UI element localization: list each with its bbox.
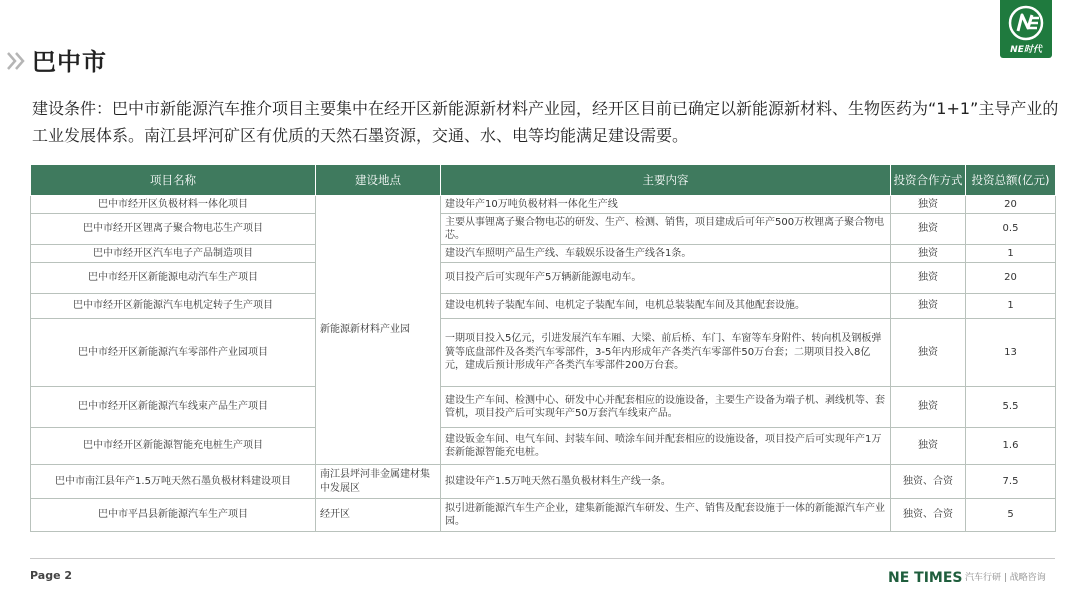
- investment-mode: 独资: [891, 196, 966, 214]
- ne-logo-icon: [1006, 4, 1046, 42]
- investment-amount: 1.6: [966, 428, 1056, 465]
- project-content: 项目投产后可实现年产5万辆新能源电动车。: [441, 263, 891, 294]
- project-name: 巴中市经开区锂离子聚合物电芯生产项目: [31, 214, 316, 245]
- footer-tagline: 汽车行研 | 战略咨询: [965, 573, 1046, 583]
- investment-amount: 0.5: [966, 214, 1056, 245]
- table-row: [31, 428, 1056, 465]
- project-content: 主要从事锂离子聚合物电芯的研发、生产、检测、销售，项目建成后可年产500万枚锂离子聚合物电芯。: [441, 214, 891, 245]
- project-content: 拟建设年产1.5万吨天然石墨负极材料生产线一条。: [441, 465, 891, 499]
- footer-brand: NE TIMES: [888, 570, 963, 586]
- investment-amount: 1: [966, 245, 1056, 263]
- table-row: [31, 294, 1056, 319]
- investment-mode: 独资: [891, 294, 966, 319]
- investment-amount: 1: [966, 294, 1056, 319]
- investment-amount: 7.5: [966, 465, 1056, 499]
- table-row: [31, 387, 1056, 428]
- project-name: 巴中市南江县年产1.5万吨天然石墨负极材料建设项目: [31, 465, 316, 499]
- project-content: 建设电机转子装配车间、电机定子装配车间，电机总装装配车间及其他配套设施。: [441, 294, 891, 319]
- investment-mode: 独资: [891, 428, 966, 465]
- table-header-row: [31, 165, 1056, 196]
- investment-amount: 5.5: [966, 387, 1056, 428]
- investment-mode: 独资: [891, 387, 966, 428]
- header-location: 建设地点: [316, 165, 441, 196]
- project-content: 拟引进新能源汽车生产企业，建集新能源汽车研发、生产、销售及配套设施于一体的新能源汽车产业园。: [441, 499, 891, 532]
- header-amount: 投资总额(亿元): [966, 165, 1056, 196]
- header-project-name: 项目名称: [31, 165, 316, 196]
- project-name: 巴中市经开区负极材料一体化项目: [31, 196, 316, 214]
- investment-mode: 独资: [891, 319, 966, 387]
- project-name: 巴中市经开区汽车电子产品制造项目: [31, 245, 316, 263]
- investment-mode: 独资、合资: [891, 465, 966, 499]
- footer-divider: [30, 558, 1055, 559]
- table-row: [31, 319, 1056, 387]
- project-location: 经开区: [316, 499, 441, 532]
- table-row: [31, 196, 1056, 214]
- project-name: 巴中市经开区新能源智能充电桩生产项目: [31, 428, 316, 465]
- project-location: 南江县坪河非金属建材集中发展区: [316, 465, 441, 499]
- project-table: [30, 164, 1056, 532]
- investment-amount: 13: [966, 319, 1056, 387]
- header-mode: 投资合作方式: [891, 165, 966, 196]
- table-row: [31, 499, 1056, 532]
- investment-mode: 独资: [891, 245, 966, 263]
- investment-mode: 独资: [891, 214, 966, 245]
- table-row: [31, 214, 1056, 245]
- project-name: 巴中市经开区新能源电动汽车生产项目: [31, 263, 316, 294]
- investment-amount: 20: [966, 263, 1056, 294]
- project-name: 巴中市经开区新能源汽车零部件产业园项目: [31, 319, 316, 387]
- construction-conditions: 建设条件：巴中市新能源汽车推介项目主要集中在经开区新能源新材料产业园，经开区目前已确定以新能源新材料、生物医药为“1+1”主导产业的工业发展体系。南江县坪河矿区有优质的天然石墨资源，交通、水、电等均能满足建设需要。: [32, 99, 1059, 145]
- header-content: 主要内容: [441, 165, 891, 196]
- investment-amount: 5: [966, 499, 1056, 532]
- brand-logo: [1000, 0, 1052, 58]
- project-name: 巴中市经开区新能源汽车线束产品生产项目: [31, 387, 316, 428]
- investment-amount: 20: [966, 196, 1056, 214]
- double-chevron-icon: [6, 50, 28, 72]
- table-row: [31, 263, 1056, 294]
- page-title: 巴中市: [32, 48, 107, 76]
- investment-mode: 独资、合资: [891, 499, 966, 532]
- project-content: 建设汽车照明产品生产线、车载娱乐设备生产线各1条。: [441, 245, 891, 263]
- page-number: Page 2: [30, 569, 73, 582]
- project-location: 新能源新材料产业园: [316, 196, 441, 465]
- logo-text: NE时代: [1010, 45, 1042, 55]
- project-content: 一期项目投入5亿元，引进发展汽车车厢、大梁、前后桥、车门、车窗等车身附件、转向机及钢板弹簧等底盘部件及各类汽车零部件，3-5年内形成年产各类汽车零部件50万台套；二期项目投入8亿元，建成后预计形成年产各类汽车零部件200万台套。: [441, 319, 891, 387]
- table-row: [31, 465, 1056, 499]
- project-content: 建设年产10万吨负极材料一体化生产线: [441, 196, 891, 214]
- project-name: 巴中市平昌县新能源汽车生产项目: [31, 499, 316, 532]
- project-content: 建设钣金车间、电气车间、封装车间、喷涂车间并配套相应的设施设备，项目投产后可实现年产1万套新能源智能充电桩。: [441, 428, 891, 465]
- table-row: [31, 245, 1056, 263]
- investment-mode: 独资: [891, 263, 966, 294]
- project-content: 建设生产车间、检测中心、研发中心并配套相应的设施设备，主要生产设备为端子机、剥线机等、套管机，项目投产后可实现年产50万套汽车线束产品。: [441, 387, 891, 428]
- project-name: 巴中市经开区新能源汽车电机定转子生产项目: [31, 294, 316, 319]
